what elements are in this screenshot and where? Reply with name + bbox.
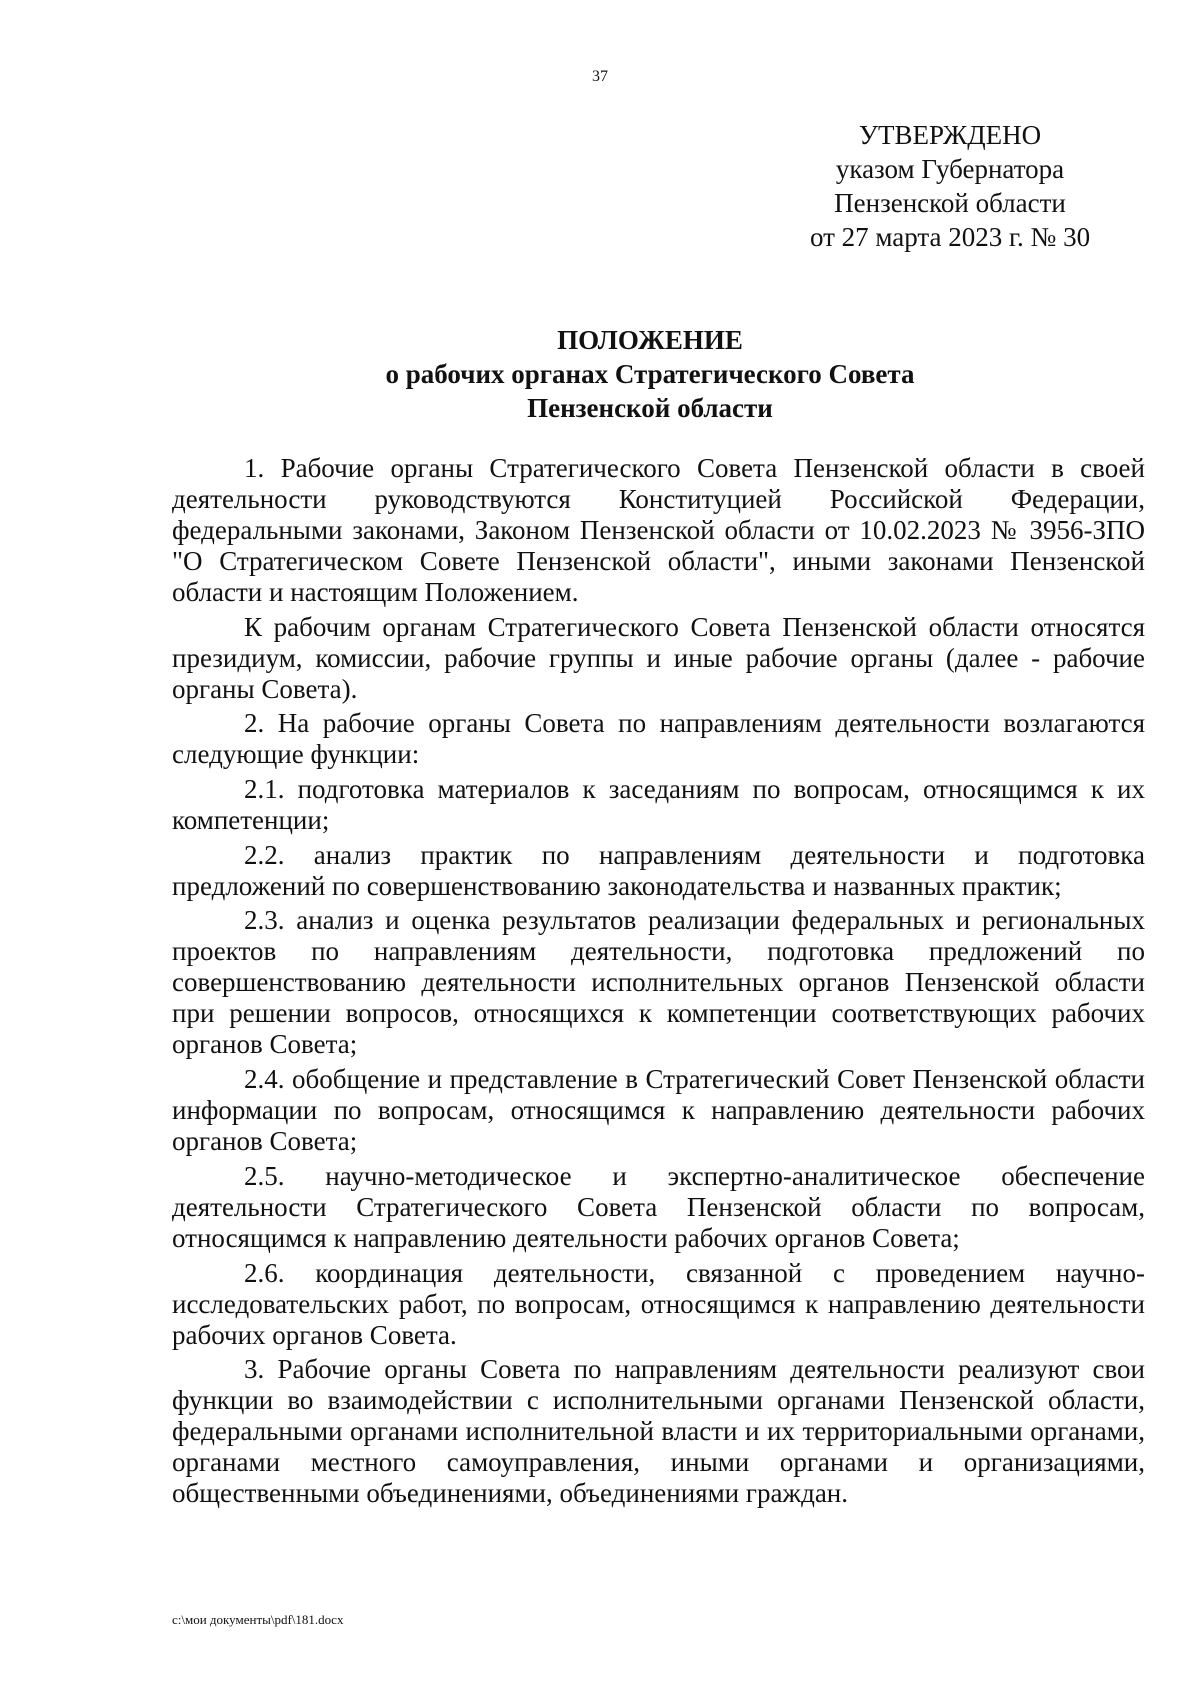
paragraph-2-2: 2.2. анализ практик по направлениям деятельности и подготовка предложений по совершенствованию законодательства и названных практик; xyxy=(172,839,1145,901)
paragraph-2: 2. На рабочие органы Совета по направлениям деятельности возлагаются следующие функции: xyxy=(172,708,1145,770)
title-subject: о рабочих органах Стратегического Совета xyxy=(385,359,915,389)
file-path-footer: c:\мои документы\pdf\181.docx xyxy=(172,1612,344,1627)
approval-region: Пензенской области xyxy=(834,188,1066,218)
approval-authority: указом Губернатора xyxy=(835,154,1065,184)
page-number: 37 xyxy=(592,68,608,85)
paragraph-2-3: 2.3. анализ и оценка результатов реализации федеральных и региональных проектов по направлениям деятельности, подготовка предложений по совершенствованию деятельности исполнительных органов Пензенской области при решении вопросов, относящихся к компетенции соответствующих рабочих органов Совета; xyxy=(172,905,1145,1060)
approval-date: от 27 марта 2023 г. № 30 xyxy=(809,222,1091,252)
document-title xyxy=(0,323,1200,425)
paragraph-2-5: 2.5. научно-методическое и экспертно-аналитическое обеспечение деятельности Стратегического Совета Пензенской области по вопросам, относящимся к направлению деятельности рабочих органов Совета; xyxy=(172,1160,1145,1253)
paragraph-1: 1. Рабочие органы Стратегического Совета Пензенской области в своей деятельности руководствуются Конституцией Российской Федерации, федеральными законами, Законом Пензенской области от 10.02.2023 № 3956-ЗПО "О Стратегическом Совете Пензенской области", иными законами Пензенской области и настоящим Положением. xyxy=(172,453,1145,607)
paragraph-2-4: 2.4. обобщение и представление в Стратегический Совет Пензенской области информации по вопросам, относящимся к направлению деятельности рабочих органов Совета; xyxy=(172,1064,1145,1157)
paragraph-2-1: 2.1. подготовка материалов к заседаниям по вопросам, относящимся к их компетенции; xyxy=(172,774,1145,836)
paragraph-3: 3. Рабочие органы Совета по направлениям деятельности реализуют свои функции во взаимодействии с исполнительными органами Пензенской области, федеральными органами исполнительной власти и их территориальными органами, органами местного самоуправления, иными органами и организациями, общественными объединениями, объединениями граждан. xyxy=(172,1354,1145,1509)
title-region: Пензенской области xyxy=(527,393,773,423)
paragraph-2-6: 2.6. координация деятельности, связанной с проведением научно-исследовательских работ, по вопросам, относящимся к направлению деятельности рабочих органов Совета. xyxy=(172,1257,1145,1350)
approval-stamp xyxy=(780,118,1120,254)
paragraph-1-composition: К рабочим органам Стратегического Совета Пензенской области относятся президиум, комиссии, рабочие группы и иные рабочие органы (далее - рабочие органы Совета). xyxy=(172,611,1145,704)
approval-status: УТВЕРЖДЕНО xyxy=(858,120,1042,150)
title-heading: ПОЛОЖЕНИЕ xyxy=(557,325,743,355)
document-body xyxy=(172,453,1145,1513)
